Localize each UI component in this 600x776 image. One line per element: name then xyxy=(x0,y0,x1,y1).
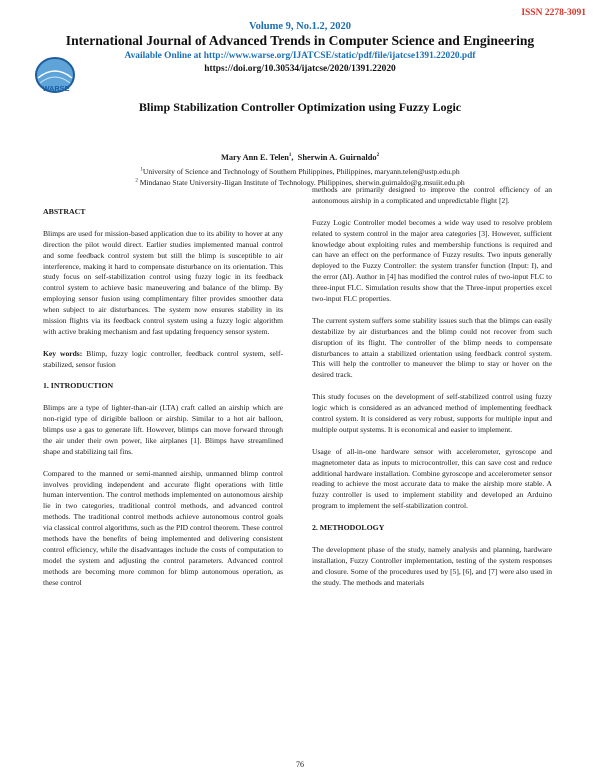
author-line: Mary Ann E. Telen$^1$, Sherwin A. Guirnaldo$^2$ xyxy=(220,153,380,162)
logo-text: WARSE xyxy=(42,84,70,93)
methodology-paragraph: The development phase of the study, namely analysis and planning, hardware installation, Fuzzy Controller implementation, testing of the system responses and closure. Some of the procedures used by [5], [6], and [7] were also used in the study. The methods and materials xyxy=(312,544,552,587)
affiliation-sup: 2 xyxy=(135,178,138,184)
paper-title: Blimp Stabilization Controller Optimization using Fuzzy Logic xyxy=(138,100,462,114)
right-column xyxy=(312,185,552,599)
keywords-label: Key words: xyxy=(43,348,83,358)
intro-paragraph-1: Blimps are a type of lighter-than-air (LTA) craft called an airship which are non-rigid type of dirigible balloon or airship. Similar to a hot air balloon, blimps use a gas to generate lift. However, blimps can move forward through the air under their own power, like airplanes [1]. Blimps have streamlined shape and stabilizing tail fins. xyxy=(43,403,283,456)
affiliation-sup: 1 xyxy=(140,167,143,173)
issn-label: ISSN 2278-3091 xyxy=(521,8,586,18)
methodology-heading: 2. METHODOLOGY xyxy=(312,523,385,533)
keywords-text: Blimp, fuzzy logic controller, feedback control system, self-stabilized, sensor fusion xyxy=(43,348,283,369)
author-name: Mary Ann E. Telen xyxy=(220,153,289,162)
volume-label: Volume 9, No.1.2, 2020 xyxy=(249,21,351,32)
author-sup: 1 xyxy=(288,153,292,159)
left-column xyxy=(43,207,283,600)
intro-paragraph-2: Compared to the manned or semi-manned airship, unmanned blimp control involves providing independent and accurate flight operations with little human intervention. The control methods implemented on autonomous airship lie in two categories, traditional control methods, and advanced control methods. The traditional control methods achieve autonomous control goals via classical control algorithms, such as the PID control theorem. These control methods have the benefits of being implemented and delivering consistent control efficiency, while the disadvantages include the costs of computation to model the system and adjusting the control parameters. Advanced control methods are becoming more common for blimp autonomous operation, as these control xyxy=(43,468,283,587)
affiliation-text: University of Science and Technology of Southern Philippines, Philippines, maryann.telen@ustp.edu.ph xyxy=(142,167,460,176)
page-number: 76 xyxy=(296,760,304,769)
affiliation-text: Mindanao State University-Iligan Institute of Technology. Philippines, sherwin.guirnaldo@g.msuiit.edu.ph xyxy=(137,178,465,187)
abstract-heading: ABSTRACT xyxy=(43,207,86,216)
abstract-paragraph: Blimps are used for mission-based application due to its ability to hover at any direction the pilot would direct. Earlier studies implemented manual control and some feedback control system but still the blimp is susceptible to air interference, making it hard to compensate disturbance on its orientation. This study focus on self-stabilization control using fuzzy logic in its feedback control system to achieve basic maneuvering and balance of the blimp. By employing sensor fusion using complimentary filter provides smoother data when subject to air disturbances. The system now ensures stability in its mission flights via its feedback control system using a fuzzy logic algorithm with active braking mechanism and fast updating frequency sensor system. xyxy=(43,228,283,336)
keywords-paragraph xyxy=(43,349,283,371)
available-online-link[interactable]: Available Online at http://www.warse.org/IJATCSE/static/pdf/file/ijatcse1391.22020.pdf xyxy=(124,51,476,61)
intro-paragraph-5: The current system suffers some stability issues such that the blimps can easily destabilize by air disturbances and the blimp could not recover from such disruption of its flight. The controller of the blimp needs to compensate disturbances to attain a stabilized orientation using feedback control system. This will help the controller to maneuver the blimp to stay or hover on the desired track. xyxy=(312,315,552,380)
intro-paragraph-3: methods are primarily designed to improve the control efficiency of an autonomous airship in a complicated and unpredictable flight [2]. xyxy=(312,185,552,205)
doi-link[interactable]: https://doi.org/10.30534/ijatcse/2020/1391.22020 xyxy=(204,64,396,74)
author-name: Sherwin A. Guirnaldo xyxy=(297,153,377,162)
intro-paragraph-4: Fuzzy Logic Controller model becomes a wide way used to resolve problem related to system control in the major area categories [3]. However, sufficient knowledge about exploiting rules and membership functions is required and can have an effect on the performance of Fuzzy results. Two inputs generally deployed to the Fuzzy Controller: the system transfer function (Input: I), and the error (ΔI). Author in [4] has modified the control rules of two-input FLC to three-input FLC. Simulation results show that the Three-input properties excel two-input FLC properties. xyxy=(312,217,552,304)
intro-paragraph-6: This study focuses on the development of self-stabilized control using fuzzy logic which is considered as an advanced method of implementing feedback control system. It is considered as very robust, supports for multiple input and multiple output systems. It is economical and easier to implement. xyxy=(312,392,552,434)
author-sup: 2 xyxy=(376,153,380,159)
journal-title: International Journal of Advanced Trends in Computer Science and Engineering xyxy=(65,33,535,48)
introduction-heading: 1. INTRODUCTION xyxy=(43,381,114,391)
affiliation-1 xyxy=(0,167,600,176)
intro-paragraph-7: Usage of all-in-one hardware sensor with accelerometer, gyroscope and magnetometer data as inputs to microcontroller, this can save cost and reduce additional hardware installation. Combine gyroscope and accelerometer sensor reading to achieve the most accurate data to make the airship more stable. A fuzzy controller is used to implement stability and developed an Arduino program to implement the self-stabilization control. xyxy=(312,446,552,511)
